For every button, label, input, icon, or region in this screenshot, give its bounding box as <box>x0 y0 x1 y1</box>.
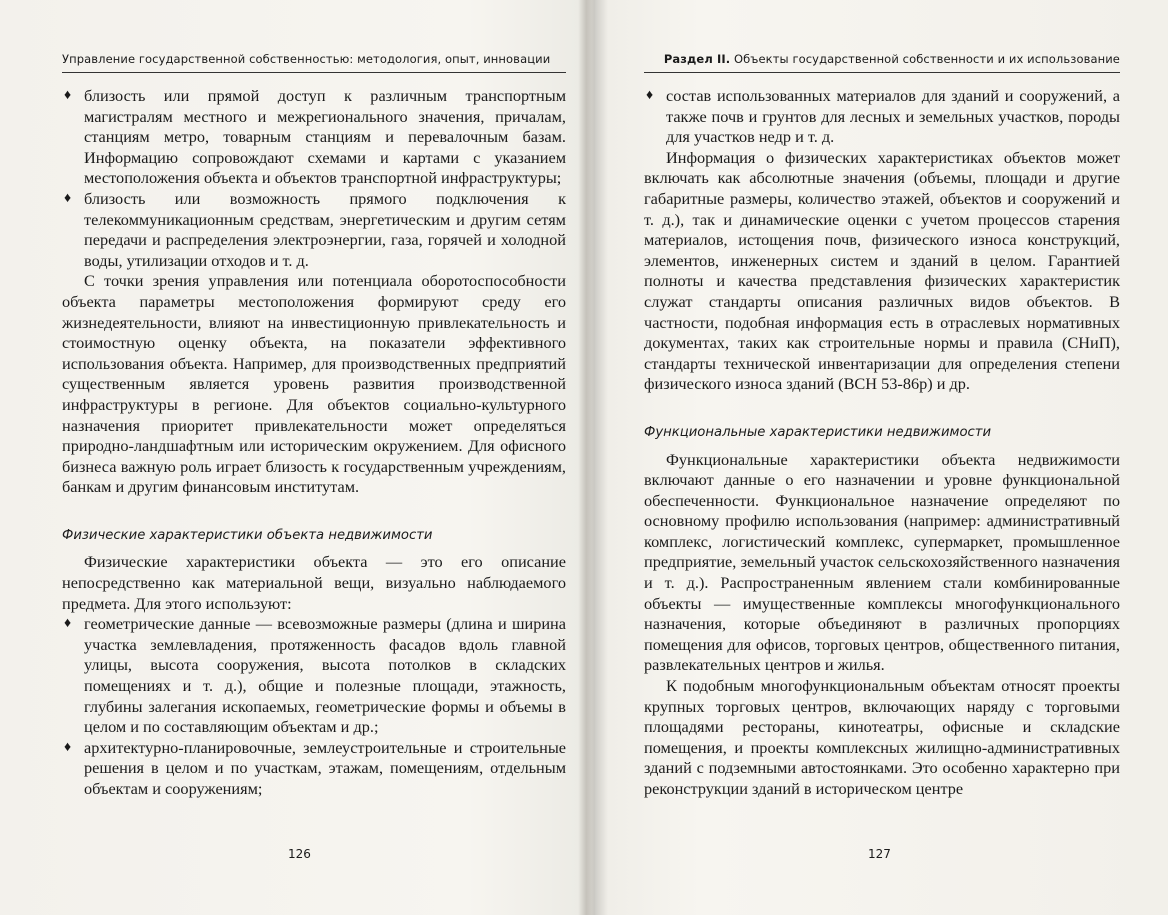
right-bullets-top <box>644 86 1120 148</box>
running-head-left: Управление государственной собственностью: методология, опыт, инновации <box>62 52 566 73</box>
diamond-bullet-icon: ♦ <box>646 88 654 103</box>
list-item: ♦ близость или прямой доступ к различным транспортным магистралям местного и межрегионального значения, причалам, станциям метро, товарным станциям и перевалочным базам. Информацию сопровождают схемами и картами с указанием местоположения объекта и объектов транспортной инфраструктуры; <box>64 86 566 188</box>
running-head-right <box>644 52 1120 73</box>
paragraph: К подобным многофункциональным объектам относят проекты крупных торговых центров, включающих наряду с торговыми площадями рестораны, кинотеатры, офисные и складские помещения, и проекты комплексных жилищно-административных зданий с подземными автостоянками. Это особенно характерно при реконструкции зданий в историческом центре <box>644 676 1120 798</box>
left-bullets-bottom <box>62 614 566 799</box>
right-page-body <box>644 86 1120 800</box>
paragraph: Информация о физических характеристиках объектов может включать как абсолютные значения (объемы, площади и другие габаритные размеры, количество этажей, объектов и сооружений и т. д.), так и динамические оценки с учетом процессов старения материалов, истощения почв, физического износа конструкций, элементов, инженерных систем и зданий в целом. Гарантией полноты и качества представления физических характеристик служат стандарты описания различных видов объектов. В частности, подобная информация есть в отраслевых нормативных документах, таких как строительные нормы и правила (СНиП), стандарты технической инвентаризации для определения степени физического износа зданий (ВСН 53-86р) и др. <box>644 147 1120 394</box>
left-bullets-top <box>62 86 566 271</box>
diamond-bullet-icon: ♦ <box>64 88 72 103</box>
list-item: ♦ геометрические данные — всевозможные размеры (длина и ширина участка землевладения, протяженность фасадов вдоль главной улицы, высота сооружения, высота потолков в складских помещениях и т. д.), общие и полезные площади, этажность, глубины залегания ископаемых, геометрические формы и объемы в целом и по составляющим объектам и др.; <box>64 614 566 737</box>
diamond-bullet-icon: ♦ <box>64 190 72 206</box>
page-number-right: 127 <box>868 847 891 861</box>
diamond-bullet-icon: ♦ <box>64 739 72 755</box>
running-head-title: Объекты государственной собственности и их использование <box>730 52 1120 66</box>
page-number-left: 126 <box>288 847 311 861</box>
paragraph: С точки зрения управления или потенциала оборотоспособности объекта параметры местоположения формируют среду его жизнедеятельности, влияют на инвестиционную привлекательность и стоимостную оценку объекта, на показатели эффективного использования объекта. Например, для производственных предприятий существенным является уровень развития производственной инфраструктуры в регионе. Для объектов социально-культурного назначения приоритет привлекательности может определяться природно-ландшафтным или историческим окружением. Для офисного бизнеса важную роль играет близость к государственным учреждениям, банкам и другим финансовым институтам. <box>62 271 566 497</box>
section-subheading: Функциональные характеристики недвижимости <box>644 424 992 440</box>
left-page-body <box>62 86 566 800</box>
list-item: ♦ архитектурно-планировочные, землеустроительные и строительные решения в целом и по участкам, этажам, помещениям, отдельным объектам и сооружениям; <box>64 737 566 798</box>
list-item: ♦ состав использованных материалов для зданий и сооружений, а также почв и грунтов для лесных и земельных участков, породы для участков недр и т. д. <box>646 86 1120 147</box>
paragraph: Функциональные характеристики объекта недвижимости включают данные о его назначении и уровне функциональной обеспеченности. Функциональное назначение определяют по основному профилю использования (например: административный комплекс, логистический комплекс, супермаркет, промышленное предприятие, земельный участок сельскохозяйственного назначения и т. д.). Распространенным явлением стали комбинированные объекты — имущественные комплексы многофункционального назначения, которые объединяют в различных пропорциях помещения для офисов, торговых центров, общественного питания, развлекательных центров и жилья. <box>644 449 1120 675</box>
diamond-bullet-icon: ♦ <box>64 616 72 632</box>
right-page <box>600 0 1168 915</box>
list-item: ♦ близость или возможность прямого подключения к телекоммуникационным средствам, энергетическим и другим сетям передачи и распределения электроэнергии, газа, горячей и холодной воды, утилизации отходов и т. д. <box>64 188 566 270</box>
section-subheading: Физические характеристики объекта недвижимости <box>62 527 433 543</box>
paragraph: Физические характеристики объекта — это его описание непосредственно как материальной вещи, визуально наблюдаемого предмета. Для этого используют: <box>62 552 566 613</box>
running-head-section: Раздел II. <box>663 52 731 66</box>
